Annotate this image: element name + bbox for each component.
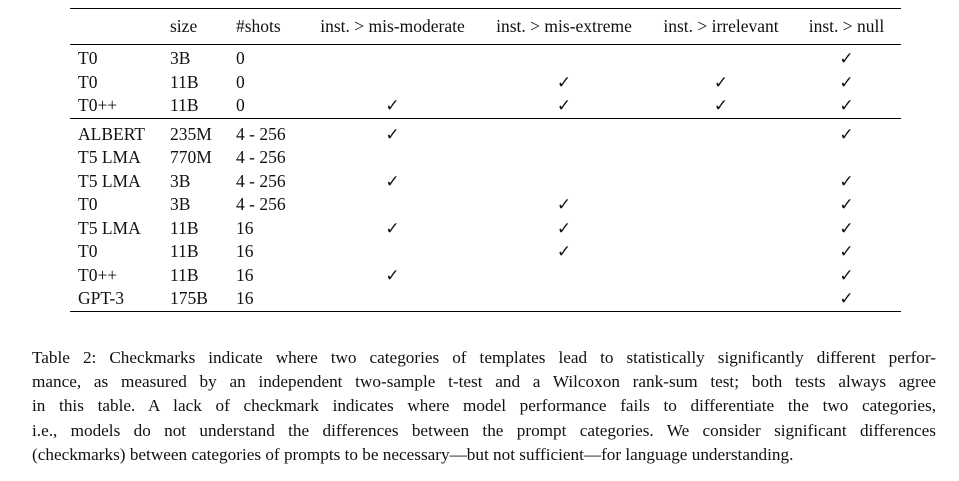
check-cell [307,146,478,170]
check-cell [650,71,792,95]
check-cell [307,71,478,95]
few-shot-group [70,118,901,311]
checkmark-icon: ✓ [839,72,854,92]
check-cell [307,264,478,288]
check-cell [307,193,478,217]
table-row [70,217,901,241]
shots-cell: 4 - 256 [236,170,286,191]
header-row [70,9,901,45]
check-cell [792,118,901,146]
check-cell [650,217,792,241]
checkmark-icon: ✓ [385,124,400,144]
check-cell [650,118,792,146]
table-row [70,240,901,264]
shots-cell: 16 [236,217,254,238]
checkmark-icon: ✓ [839,124,854,144]
size-cell: 11B [170,71,199,92]
checkmark-icon: ✓ [839,49,854,68]
checkmark-icon: ✓ [385,96,400,115]
check-cell [792,240,901,264]
header-mis-extreme: inst. > mis-extreme [496,16,632,36]
checkmark-icon: ✓ [556,96,572,115]
checkmark-icon: ✓ [839,218,854,238]
table-row [70,193,901,217]
model-cell: T5 LMA [78,217,141,238]
check-cell [307,240,478,264]
model-cell: T0 [78,48,98,68]
header-model [70,9,162,45]
size-cell: 3B [170,48,191,68]
header-mis-moderate: inst. > mis-moderate [320,16,465,36]
check-cell [478,287,650,311]
caption-line: Table 2: Checkmarks indicate where two categories of templates lead to statistically significantly different perfor- [32,348,936,367]
model-cell: T0 [78,241,98,261]
shots-cell: 16 [236,264,254,285]
model-cell: T0 [78,71,98,92]
header-size: size [170,16,198,36]
checkmark-icon: ✓ [839,289,854,308]
model-cell: T5 LMA [78,147,141,167]
check-cell [478,94,650,118]
shots-cell: 4 - 256 [236,123,286,144]
size-cell: 175B [170,288,208,308]
check-cell [792,45,901,71]
check-cell [307,118,478,146]
check-cell [478,45,650,71]
check-cell [478,193,650,217]
header-shots: #shots [236,16,281,36]
table-caption [32,346,936,467]
check-cell [478,71,650,95]
size-cell: 11B [170,95,199,115]
header-null: inst. > null [808,16,885,36]
model-cell: ALBERT [78,123,146,144]
check-cell [650,287,792,311]
check-cell [478,240,650,264]
shots-cell: 0 [236,48,245,68]
check-cell [650,45,792,71]
size-cell: 235M [170,123,212,144]
check-cell [307,170,478,194]
check-cell [307,45,478,71]
check-cell [307,94,478,118]
checkmark-icon: ✓ [839,195,854,214]
model-cell: T0++ [78,264,118,285]
checkmark-icon: ✓ [839,265,854,285]
shots-cell: 4 - 256 [236,147,286,167]
check-cell [478,146,650,170]
table-row [70,146,901,170]
caption-line: mance, as measured by an independent two-sample t-test and a Wilcoxon rank-sum test; both tests always agree [32,372,936,392]
checkmark-icon: ✓ [839,96,854,115]
shots-cell: 0 [236,95,245,115]
check-cell [478,118,650,146]
model-cell: GPT-3 [78,288,125,308]
check-cell [792,94,901,118]
check-cell [650,240,792,264]
checkmark-icon: ✓ [713,96,729,115]
checkmark-icon: ✓ [556,242,572,261]
checkmark-icon: ✓ [839,171,854,191]
check-cell [650,94,792,118]
shots-cell: 0 [236,71,245,92]
table-row [70,45,901,71]
size-cell: 11B [170,264,199,285]
check-cell [792,146,901,170]
check-cell [307,217,478,241]
check-cell [650,170,792,194]
checkmark-icon: ✓ [556,218,572,238]
shots-cell: 16 [236,241,254,261]
shots-cell: 4 - 256 [236,194,286,214]
results-table [70,8,901,312]
check-cell [650,193,792,217]
caption-line: in this table. A lack of checkmark indicates where model performance fails to differentiate the two categories, [32,396,936,416]
checkmark-icon: ✓ [713,72,729,92]
checkmark-icon: ✓ [385,171,400,191]
table-row [70,264,901,288]
checkmark-icon: ✓ [385,265,400,285]
check-cell [792,193,901,217]
check-cell [478,217,650,241]
checkmark-icon: ✓ [556,195,572,214]
table-row [70,170,901,194]
shots-cell: 16 [236,288,254,308]
table-row [70,71,901,95]
size-cell: 11B [170,217,199,238]
size-cell: 770M [170,147,212,167]
check-cell [650,146,792,170]
check-cell [478,264,650,288]
header-irrelevant: inst. > irrelevant [663,16,779,36]
model-cell: T0++ [78,95,118,115]
check-cell [792,264,901,288]
checkmark-icon: ✓ [839,242,854,261]
caption-line: (checkmarks) between categories of prompts to be necessary—but not sufficient—for language understanding. [32,444,794,464]
table-row [70,287,901,311]
caption-line: i.e., models do not understand the differences between the prompt categories. We consider significant differences [32,420,936,440]
check-cell [792,287,901,311]
table-row [70,118,901,146]
checkmark-icon: ✓ [385,218,400,238]
check-cell [792,170,901,194]
model-cell: T0 [78,194,98,214]
size-cell: 3B [170,170,191,191]
checkmark-icon: ✓ [556,72,572,92]
check-cell [478,170,650,194]
model-cell: T5 LMA [78,170,141,191]
size-cell: 11B [170,241,199,261]
check-cell [792,217,901,241]
check-cell [792,71,901,95]
table-row [70,94,901,118]
check-cell [650,264,792,288]
size-cell: 3B [170,194,191,214]
check-cell [307,287,478,311]
zero-shot-group [70,45,901,119]
